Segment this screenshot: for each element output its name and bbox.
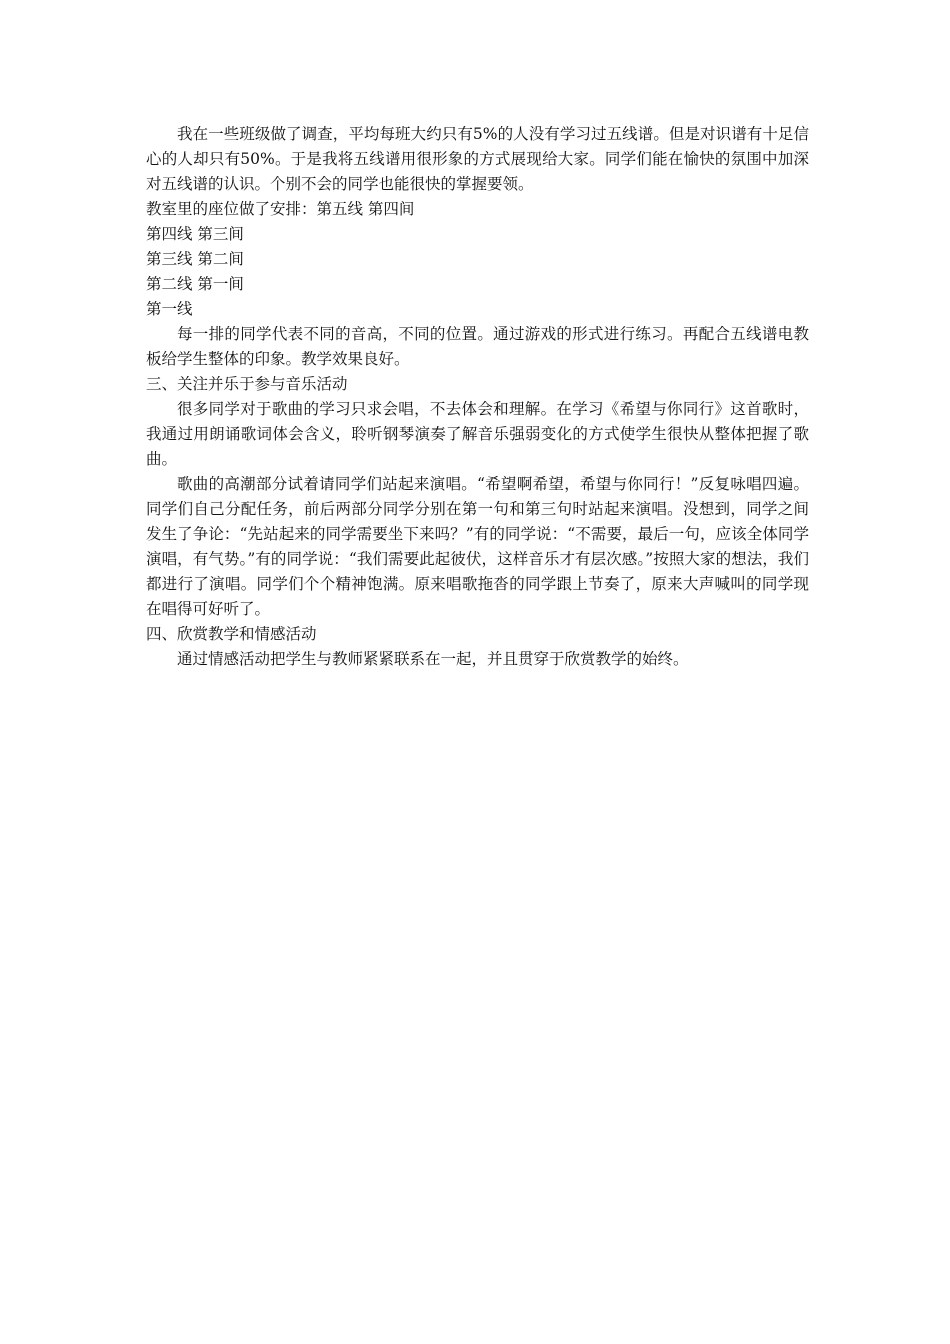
paragraph-climax-singing: 歌曲的高潮部分试着请同学们站起来演唱。“希望啊希望，希望与你同行！”反复咏唱四遍。同学们自己分配任务，前后两部分同学分别在第一句和第三句时站起来演唱。没想到，同学之间发生了争论：“先站起来的同学需要坐下来吗？”有的同学说：“不需要，最后一句，应该全体同学演唱，有气势。”有的同学说：“我们需要此起彼伏，这样音乐才有层次感。”按照大家的想法，我们都进行了演唱。同学们个个精神饱满。原来唱歌拖沓的同学跟上节奏了，原来大声喊叫的同学现在唱得可好听了。 — [146, 475, 809, 618]
document-body — [146, 122, 809, 672]
paragraph-survey: 我在一些班级做了调查，平均每班大约只有5%的人没有学习过五线谱。但是对识谱有十足信心的人却只有50%。于是我将五线谱用很形象的方式展现给大家。同学们能在愉快的氛围中加深对五线谱的认识。个别不会的同学也能很快的掌握要领。 — [146, 125, 809, 193]
seating-line: 第一线 — [146, 300, 193, 318]
seating-line: 第四线 第三间 — [146, 225, 244, 243]
seating-line: 第三线 第二间 — [146, 250, 244, 268]
section-heading-4: 四、欣赏教学和情感活动 — [146, 625, 317, 643]
paragraph-practice: 每一排的同学代表不同的音高，不同的位置。通过游戏的形式进行练习。再配合五线谱电教板给学生整体的印象。教学效果良好。 — [146, 325, 809, 368]
section-heading-3: 三、关注并乐于参与音乐活动 — [146, 375, 348, 393]
seating-line: 第二线 第一间 — [146, 275, 244, 293]
paragraph-appreciation: 通过情感活动把学生与教师紧紧联系在一起，并且贯穿于欣赏教学的始终。 — [177, 650, 689, 668]
paragraph-song-learning: 很多同学对于歌曲的学习只求会唱，不去体会和理解。在学习《希望与你同行》这首歌时，我通过用朗诵歌词体会含义，聆听钢琴演奏了解音乐强弱变化的方式使学生很快从整体把握了歌曲。 — [146, 400, 809, 468]
seating-intro-line: 教室里的座位做了安排：第五线 第四间 — [146, 200, 415, 218]
